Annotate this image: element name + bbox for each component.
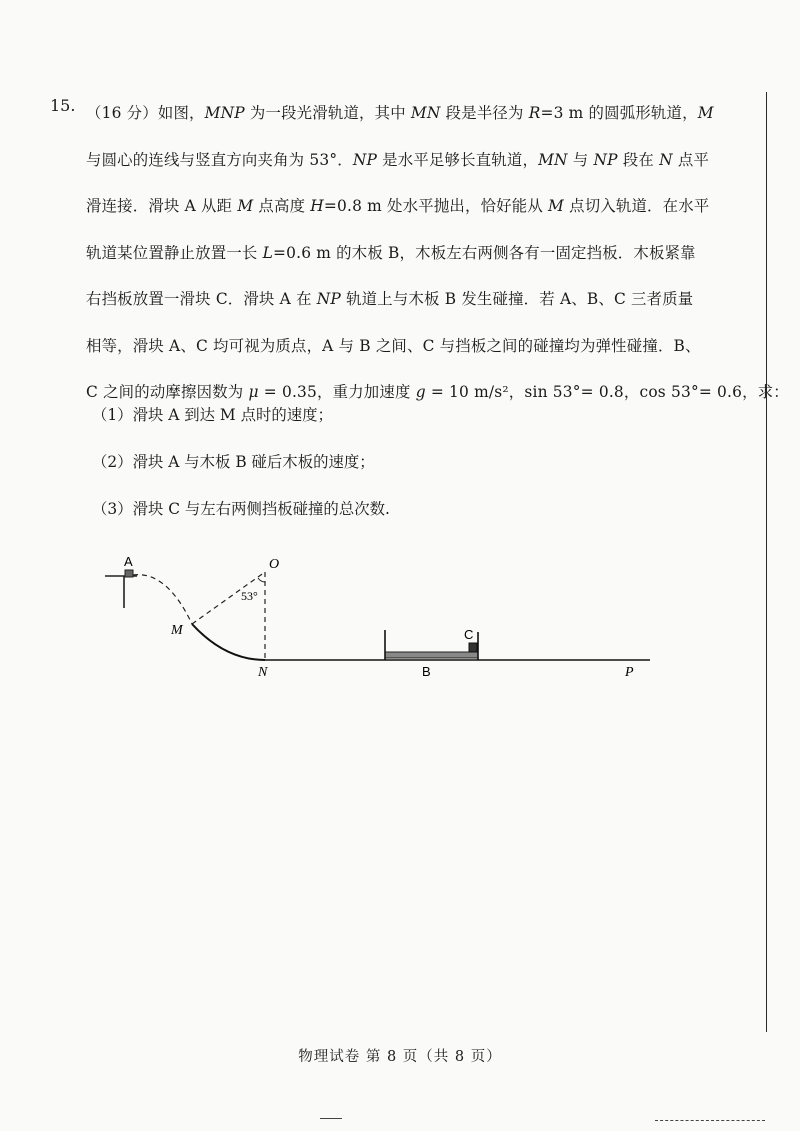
sub-question-2: （2）滑块 A 与木板 B 碰后木板的速度； (92, 453, 375, 471)
math-variable: M (697, 104, 714, 122)
stem-line: C 之间的动摩擦因数为 μ = 0.35，重力加速度 g = 10 m/s²，sin 53°= 0.8，cos 53°= 0.6，求： (86, 383, 789, 401)
math-variable: H (310, 197, 324, 215)
question-number: 15. (50, 96, 76, 115)
label-o: O (269, 557, 280, 572)
math-variable: MNP (204, 104, 245, 122)
math-variable: NP (352, 150, 378, 169)
block-c (469, 643, 477, 652)
label-a: A (124, 554, 133, 569)
sub-question-3: （3）滑块 C 与左右两侧挡板碰撞的总次数. (92, 500, 390, 518)
stem-line: 轨道某位置静止放置一长 L=0.6 m 的木板 B，木板左右两侧各有一固定挡板．木板紧靠 (86, 243, 696, 262)
math-variable: NP (593, 150, 618, 169)
block-a (125, 570, 133, 577)
label-n: N (258, 665, 268, 680)
stem-line: 相等，滑块 A、C 均可视为质点，A 与 B 之间、C 与挡板之间的碰撞均为弹性碰撞．B、 (86, 336, 701, 355)
math-variable: L (262, 243, 274, 262)
bottom-scan-mark-left (320, 1118, 342, 1119)
question-stem (86, 90, 789, 416)
binding-margin-line (766, 92, 767, 1032)
label-m: M (171, 623, 183, 638)
math-variable: M (237, 197, 254, 215)
math-variable: M (548, 197, 565, 215)
label-angle: 53° (241, 589, 258, 603)
label-b: B (422, 664, 431, 679)
math-variable: N (659, 150, 673, 169)
angle-arc (258, 578, 265, 582)
projectile-trajectory (133, 575, 192, 624)
stem-line: （16 分）如图，MNP 为一段光滑轨道，其中 MN 段是半径为 R=3 m 的圆弧形轨道，M (86, 104, 714, 122)
bottom-scan-mark-right (655, 1120, 765, 1121)
stem-line: 右挡板放置一滑块 C．滑块 A 在 NP 轨道上与木板 B 发生碰撞．若 A、B、C 三者质量 (86, 290, 694, 308)
label-p: P (625, 665, 634, 680)
math-variable: g (415, 383, 426, 401)
label-c: C (464, 627, 474, 642)
page-footer: 物理试卷 第 8 页（共 8 页） (298, 1049, 502, 1065)
physics-diagram (95, 548, 665, 688)
stem-line: 与圆心的连线与竖直方向夹角为 53°．NP 是水平足够长直轨道，MN 与 NP 段在 N 点平 (86, 150, 710, 169)
math-variable: MN (538, 150, 568, 169)
math-variable: μ (248, 383, 259, 401)
board-b (385, 652, 478, 658)
stem-line: 滑连接．滑块 A 从距 M 点高度 H=0.8 m 处水平抛出，恰好能从 M 点切入轨道．在水平 (86, 197, 710, 215)
sub-question-1: （1）滑块 A 到达 M 点时的速度； (92, 406, 333, 424)
arc-track-mn (192, 624, 265, 660)
math-variable: R (528, 104, 541, 122)
math-variable: NP (316, 290, 341, 308)
math-variable: MN (410, 104, 441, 122)
